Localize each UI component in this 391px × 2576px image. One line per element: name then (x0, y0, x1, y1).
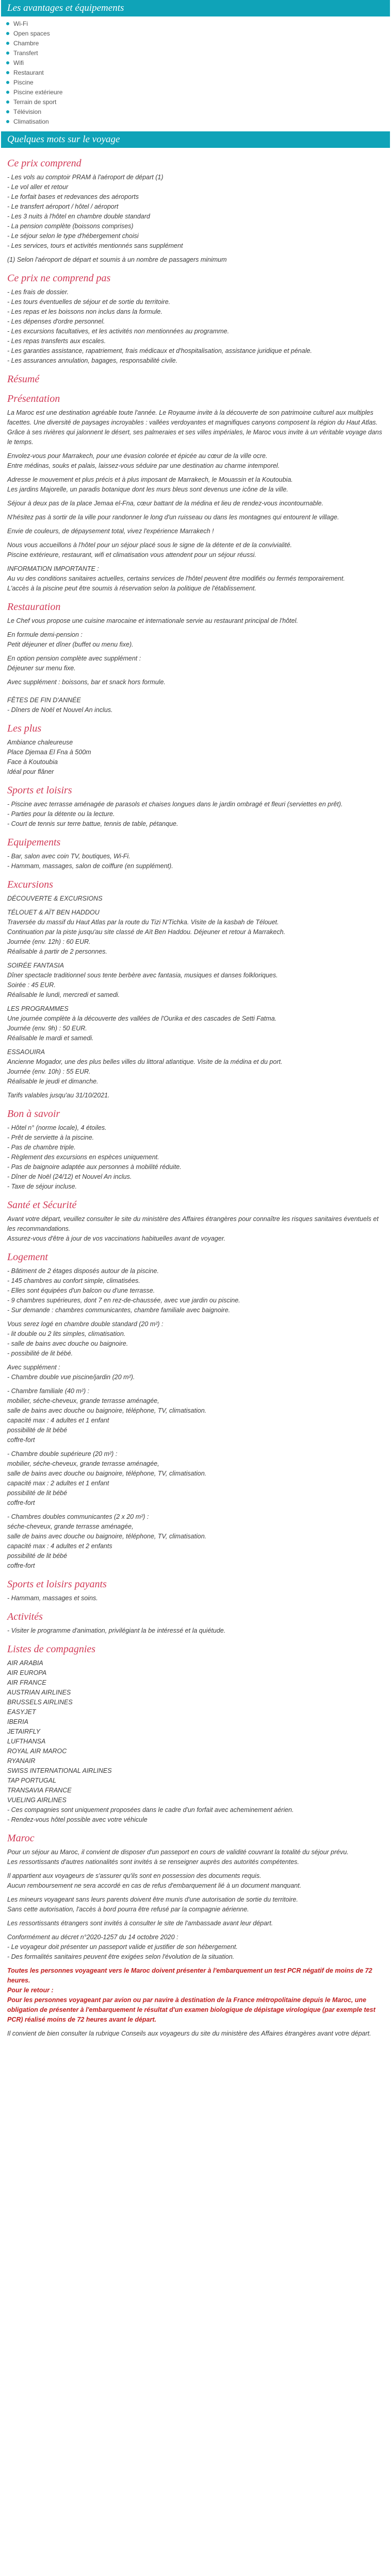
section-line: possibilité de lit bébé (7, 1489, 68, 1497)
section-line: Déjeuner sur menu fixe. (7, 665, 76, 672)
section-line: Face à Koutoubia (7, 758, 58, 766)
section-title: Ce prix comprend (7, 158, 82, 169)
bullet-icon (6, 22, 9, 25)
section-line: TAP PORTUGAL (7, 1777, 56, 1784)
section-line: SOIRÉE FANTASIA (7, 962, 64, 969)
section-line: Ambiance chaleureuse (7, 739, 73, 746)
section-line: Soirée : 45 EUR. (7, 981, 56, 989)
amenity-label: Restaurant (13, 69, 44, 76)
section-line: Traversée du massif du Haut Atlas par la route du Tizi N'Tichka. Visite de la kasbah de Télouet. (7, 919, 279, 926)
section-line: BRUSSELS AIRLINES (7, 1699, 73, 1706)
section-line: Tarifs valables jusqu'au 31/10/2021. (7, 1092, 110, 1099)
section-line: Journée (env. 12h) : 60 EUR. (7, 938, 91, 945)
section-line: IBERIA (7, 1718, 28, 1725)
section-line: - Le transfert aéroport / hôtel / aéroport (7, 203, 119, 210)
section-line: - Les dépenses d'ordre personnel. (7, 318, 105, 325)
section-line: SWISS INTERNATIONAL AIRLINES (7, 1767, 112, 1774)
section-line: RYANAIR (7, 1757, 36, 1765)
section-line: EASYJET (7, 1708, 36, 1716)
section-line: Réalisable à partir de 2 personnes. (7, 948, 107, 955)
section-title: Sports et loisirs payants (7, 1579, 107, 1590)
section-line: Dîner spectacle traditionnel sous tente berbère avec fantasia, musiques et danses folkloriques. (7, 972, 278, 979)
section-line: Au vu des conditions sanitaires actuelles, certains services de l'hôtel peuvent être modifiés ou fermés temporairement. (7, 575, 345, 582)
section-line: Conformément au décret n°2020-1257 du 14 octobre 2020 : (7, 1934, 178, 1941)
section-line: - Pas de baignoire adaptée aux personnes à mobilité réduite. (7, 1163, 182, 1171)
line-spacer (7, 673, 384, 677)
section-line: TRANSAVIA FRANCE (7, 1787, 72, 1794)
section-line: AUSTRIAN AIRLINES (7, 1689, 71, 1696)
amenity-item (6, 48, 385, 58)
amenity-item (6, 87, 385, 97)
line-spacer (7, 560, 384, 564)
section-line: mobilier, séche-cheveux, grande terrasse aménagée, (7, 1397, 159, 1404)
section-line: - Les services, tours et activités mentionnés sans supplément (7, 242, 183, 249)
line-spacer (7, 904, 384, 908)
section-line: - Le forfait bases et redevances des aéroports (7, 193, 139, 200)
section-line: Grâce à ses rivières qui jalonnent le désert, ses palmeraies et ses villes impériales, le Maroc vous invite à un véritable voyage dans le temps. (7, 429, 382, 446)
section-line: - Le vol aller et retour (7, 183, 69, 191)
amenity-item (6, 116, 385, 126)
section-line: Une journée complète à la découverte des vallées de l'Ourika et des cascades de Setti Fatma. (7, 1015, 277, 1022)
section-line: - Visiter le programme d'animation, privilégiant la be intéressé et la quiétude. (7, 1627, 226, 1634)
section-line: Vous serez logé en chambre double standard (20 m²) : (7, 1320, 164, 1328)
bullet-icon (6, 52, 9, 55)
section-line: - La pension complète (boissons comprises) (7, 223, 134, 230)
section-line: Pour un séjour au Maroc, il convient de disposer d'un passeport en cours de validité couvrant la totalité du séjour prévu. (7, 1849, 349, 1856)
bullet-icon (6, 100, 9, 104)
section-line: - Les 3 nuits à l'hôtel en chambre double standard (7, 213, 150, 220)
amenity-label: Transfert (13, 49, 38, 57)
section-line: Nous vous accueillons à l'hôtel pour un séjour placé sous le signe de la détente et de la convivialité. (7, 541, 292, 549)
section-line: - Hammam, massages et soins. (7, 1595, 98, 1602)
section-line: Les ressortissants d'autres nationalités sont invités à se renseigner auprès des autorités compétentes. (7, 1858, 299, 1866)
section-line: - 145 chambres au confort simple, climatisées. (7, 1277, 140, 1284)
bullet-icon (6, 42, 9, 45)
section-line: Les mineurs voyageant sans leurs parents doivent être munis d'une autorisation de sortie du territoire. (7, 1896, 298, 1903)
section-line: - Dîners de Noël et Nouvel An inclus. (7, 706, 113, 714)
section-line: FÊTES DE FIN D'ANNÉE (7, 697, 81, 704)
amenity-item (6, 97, 385, 107)
section-line: coffre-fort (7, 1562, 35, 1569)
section-line: - Les vols au comptoir PRAM à l'aéroport de départ (1) (7, 174, 164, 181)
section-line: - Les tours éventuelles de séjour et de sortie du territoire. (7, 298, 171, 306)
amenity-item (6, 67, 385, 77)
section-line: Adresse le mouvement et plus précis et à plus imposant de Marrakech, le Mouassin et la Koutoubia. (7, 476, 293, 483)
section-line: - lit double ou 2 lits simples, climatisation. (7, 1330, 126, 1337)
amenity-label: Wi-Fi (13, 20, 28, 27)
bullet-icon (6, 32, 9, 35)
line-spacer (7, 522, 384, 527)
section-line: Petit déjeuner et dîner (buffet ou menu fixe). (7, 641, 134, 648)
section-line: Les jardins Majorelle, un paradis botanique dont les murs bleus sont devenus une icône de la ville. (7, 486, 288, 493)
section-title: Listes de compagnies (7, 1643, 96, 1655)
amenity-label: Wifi (13, 59, 24, 66)
bullet-icon (6, 71, 9, 74)
section-line: - Les assurances annulation, bagages, responsabilité civile. (7, 357, 178, 364)
section-title: Ce prix ne comprend pas (7, 273, 111, 284)
section-line: - Les repas et les boissons non inclus dans la formule. (7, 308, 162, 315)
line-spacer (7, 1000, 384, 1004)
section-line: - Chambre familiale (40 m²) : (7, 1387, 90, 1395)
amenity-label: Terrain de sport (13, 98, 57, 106)
line-spacer (7, 1508, 384, 1512)
section-line: VUELING AIRLINES (7, 1797, 67, 1804)
line-spacer (7, 1087, 384, 1091)
section-line: - Parties pour la détente ou la lecture. (7, 810, 115, 818)
section-line: - Règlement des excursions en espèces uniquement. (7, 1154, 159, 1161)
section-spacer (7, 687, 384, 696)
section-line: séche-cheveux, grande terrasse aménagée, (7, 1523, 134, 1530)
section-line: Ancienne Mogador, une des plus belles villes du littoral atlantique. Visite de la médina et du port. (7, 1058, 283, 1065)
section-line: Piscine extérieure, restaurant, wifi et climatisation vous attendent pour un séjour réussi. (7, 551, 256, 558)
section-line: mobilier, séche-cheveux, grande terrasse aménagée, (7, 1460, 159, 1467)
trip-info-header (1, 131, 390, 148)
section-line: Réalisable le jeudi et dimanche. (7, 1078, 99, 1085)
section-line: capacité max : 4 adultes et 1 enfant (7, 1417, 109, 1424)
section-line: salle de bains avec douche ou baignoire, téléphone, TV, climatisation. (7, 1533, 207, 1540)
section-line: Assurez-vous d'être à jour de vos vaccinations habituelles avant de voyager. (7, 1235, 225, 1242)
section-line: - Hôtel n° (norme locale), 4 étoiles. (7, 1124, 107, 1131)
section-line: - Chambre double vue piscine/jardin (20 m²). (7, 1374, 135, 1381)
section-line: ROYAL AIR MAROC (7, 1748, 67, 1755)
section-line: LES PROGRAMMES (7, 1005, 69, 1012)
amenity-label: Chambre (13, 39, 39, 47)
section-line: - Court de tennis sur terre battue, tennis de table, pétanque. (7, 820, 178, 827)
section-line: AIR FRANCE (7, 1679, 46, 1686)
line-spacer (7, 2025, 384, 2029)
bullet-icon (6, 120, 9, 123)
section-line: - Ces compagnies sont uniquement proposées dans le cadre d'un forfait avec acheminement aérien. (7, 1806, 294, 1814)
bullet-icon (6, 61, 9, 64)
section-line: Avec supplément : boissons, bar et snack hors formule. (7, 679, 166, 686)
section-line: - Le voyageur doit présenter un passeport valide et justifier de son hébergement. (7, 1943, 238, 1951)
section-line: Le Chef vous propose une cuisine marocaine et internationale servie au restaurant principal de l'hôtel. (7, 617, 298, 624)
line-spacer (7, 1043, 384, 1047)
section-title: Sports et loisirs (7, 785, 72, 796)
line-spacer (7, 957, 384, 961)
section-line: - Sur demande : chambres communicantes, chambre familiale avec baignoire. (7, 1307, 231, 1314)
amenities-header (1, 0, 390, 16)
line-spacer (7, 1359, 384, 1363)
section-line: Pour le retour : (7, 1987, 54, 1994)
section-title: Excursions (7, 879, 53, 890)
line-spacer (7, 1891, 384, 1895)
section-title: Résumé (7, 374, 40, 385)
line-spacer (7, 1914, 384, 1919)
amenity-item (6, 107, 385, 116)
bullet-icon (6, 81, 9, 84)
line-spacer (7, 1445, 384, 1449)
line-spacer (7, 1962, 384, 1966)
section-line: ESSAOUIRA (7, 1048, 45, 1056)
line-spacer (7, 447, 384, 451)
section-title: Maroc (7, 1833, 35, 1844)
section-line: - Des formalités sanitaires peuvent être exigées selon l'évolution de la situation. (7, 1953, 235, 1960)
section-line: INFORMATION IMPORTANTE : (7, 565, 99, 572)
section-line: - Bar, salon avec coin TV, boutiques, Wi-Fi. (7, 853, 131, 860)
section-line: - Les frais de dossier. (7, 289, 69, 296)
section-line: L'accès à la piscine peut être soumis à réservation selon la politique de l'établissement. (7, 585, 256, 592)
amenity-label: Open spaces (13, 29, 50, 37)
section-line: - Rendez-vous hôtel possible avec votre véhicule (7, 1816, 148, 1823)
line-spacer (7, 251, 384, 255)
trip-info-title: Quelques mots sur le voyage (7, 134, 120, 145)
line-spacer (7, 495, 384, 499)
section-line: - Pas de chambre triple. (7, 1144, 76, 1151)
section-line: possibilité de lit bébé (7, 1427, 68, 1434)
section-line: Idéal pour flâner (7, 768, 54, 775)
section-line: capacité max : 4 adultes et 2 enfants (7, 1543, 112, 1550)
section-line: - Le séjour selon le type d'hébergement choisi (7, 232, 139, 240)
section-line: - Les repas transferts aux escales. (7, 337, 106, 345)
amenity-item (6, 19, 385, 28)
section-line: Sans cette autorisation, l'accès à bord pourra être refusé par la compagnie aérienne. (7, 1906, 249, 1913)
amenity-label: Piscine extérieure (13, 88, 63, 96)
section-line: JETAIRFLY (7, 1728, 40, 1735)
section-line: - Bâtiment de 2 étages disposés autour de la piscine. (7, 1267, 159, 1275)
amenity-item (6, 38, 385, 48)
section-line: Aucun remboursement ne sera accordé en cas de refus d'embarquement lié à un document manquant. (7, 1882, 302, 1889)
section-line: Il appartient aux voyageurs de s'assurer qu'ils sont en possession des documents requis. (7, 1872, 262, 1879)
section-line: En formule demi-pension : (7, 631, 83, 638)
section-line: N'hésitez pas à sortir de la ville pour randonner le long d'un ruisseau ou dans les montagnes qui entourent le village. (7, 514, 339, 521)
section-line: - 9 chambres supérieures, dont 7 en rez-de-chaussée, avec vue jardin ou piscine. (7, 1297, 240, 1304)
section-line: - salle de bains avec douche ou baignoire. (7, 1340, 128, 1347)
section-title: Présentation (7, 393, 60, 404)
section-line: - Dîner de Noël (24/12) et Nouvel An inclus. (7, 1173, 132, 1180)
section-line: Séjour à deux pas de la place Jemaa el-Fna, cœur battant de la médina et lieu de rendez-vous incontournable. (7, 500, 323, 507)
section-line: - Chambres doubles communicantes (2 x 20 m²) : (7, 1513, 149, 1520)
section-line: - Piscine avec terrasse aménagée de parasols et chaises longues dans le jardin ombragé et fleuri (serviettes en prêt). (7, 801, 343, 808)
section-line: LUFTHANSA (7, 1738, 46, 1745)
section-line: possibilité de lit bébé (7, 1552, 68, 1560)
section-line: Journée (env. 10h) : 55 EUR. (7, 1068, 91, 1075)
section-title: Equipements (7, 837, 61, 848)
bullet-icon (6, 91, 9, 94)
section-title: Santé et Sécurité (7, 1199, 77, 1211)
section-line: AIR ARABIA (7, 1659, 43, 1667)
line-spacer (7, 509, 384, 513)
section-line: - Taxe de séjour incluse. (7, 1183, 77, 1190)
section-line: Entre médinas, souks et palais, laissez-vous séduire par une destination au charme intemporel. (7, 462, 280, 469)
line-spacer (7, 536, 384, 540)
section-line: Pour les personnes voyageant par avion ou par navire à destination de la France métropolitaine depuis le Maroc, une obligation de présenter à l'embarquement le résultat d'un examen biologique de dépistage virologique (par exemple test PCR) réalisé moins de 72 heures avant le départ. (7, 1996, 376, 2023)
section-line: Les ressortissants étrangers sont invités à consulter le site de l'ambassade avant leur départ. (7, 1920, 273, 1927)
section-line: (1) Selon l'aéroport de départ et soumis à un nombre de passagers minimum (7, 256, 227, 263)
section-line: - Elles sont équipées d'un balcon ou d'une terrasse. (7, 1287, 155, 1294)
section-line: salle de bains avec douche ou baignoire, téléphone, TV, climatisation. (7, 1407, 207, 1414)
line-spacer (7, 1928, 384, 1933)
section-line: - Chambre double supérieure (20 m²) : (7, 1450, 118, 1458)
line-spacer (7, 1315, 384, 1319)
section-title: Logement (7, 1251, 48, 1263)
section-line: Réalisable le mardi et samedi. (7, 1035, 94, 1042)
amenity-label: Télévision (13, 108, 42, 115)
section-line: - Les excursions facultatives, et les activités non mentionnées au programme. (7, 328, 230, 335)
section-line: Réalisable le lundi, mercredi et samedi. (7, 991, 120, 998)
section-line: Avec supplément : (7, 1364, 60, 1371)
section-line: Envie de couleurs, de dépaysement total, vivez l'expérience Marrakech ! (7, 528, 214, 535)
section-line: Journée (env. 9h) : 50 EUR. (7, 1025, 87, 1032)
section-title: Bon à savoir (7, 1108, 60, 1120)
section-line: coffre-fort (7, 1499, 35, 1506)
section-line: La Maroc est une destination agréable toute l'année. Le Royaume invite à la découverte de son patrimoine culturel aux multiples facettes. Une diversité de paysages incroyables : vallées verdoyantes et magnifiques canyons composent la région du Haut Atlas. (7, 409, 378, 426)
amenities-title: Les avantages et équipements (7, 3, 124, 13)
amenity-item (6, 58, 385, 67)
amenities-list (0, 16, 391, 131)
amenity-label: Piscine (13, 78, 34, 86)
section-line: En option pension complète avec supplément : (7, 655, 141, 662)
section-line: Continuation par la piste jusqu'au site classé de Aït Ben Haddou. Déjeuner et retour à Marrakech. (7, 928, 286, 936)
section-line: capacité max : 2 adultes et 1 enfant (7, 1480, 109, 1487)
section-line: AIR EUROPA (7, 1669, 47, 1676)
section-line: DÉCOUVERTE & EXCURSIONS (7, 895, 103, 902)
line-spacer (7, 1867, 384, 1871)
section-line: Place Djemaa El Fna à 500m (7, 749, 91, 756)
bullet-icon (6, 110, 9, 113)
section-line: coffre-fort (7, 1436, 35, 1444)
line-spacer (7, 626, 384, 630)
section-line: Envolez-vous pour Marrakech, pour une évasion colorée et épicée au cœur de la ville ocre. (7, 452, 268, 460)
section-title: Activités (7, 1611, 43, 1622)
section-line: - Hammam, massages, salon de coiffure (en supplément). (7, 862, 173, 870)
section-line: Avant votre départ, veuillez consulter le site du ministère des Affaires étrangères pour connaître les risques sanitaires éventuels et les recommandations. (7, 1215, 379, 1232)
amenity-item (6, 77, 385, 87)
amenity-label: Climatisation (13, 117, 49, 125)
section-line: TÉLOUET & AÏT BEN HADDOU (7, 909, 100, 916)
line-spacer (7, 650, 384, 654)
line-spacer (7, 471, 384, 475)
trip-info-content (0, 148, 391, 2039)
section-line: Toutes les personnes voyageant vers le Maroc doivent présenter à l'embarquement un test PCR négatif de moins de 72 heures. (7, 1967, 372, 1984)
amenity-item (6, 28, 385, 38)
section-title: Les plus (7, 723, 42, 734)
section-line: - possibilité de lit bébé. (7, 1350, 73, 1357)
section-line: Il convient de bien consulter la rubrique Conseils aux voyageurs du site du ministère des Affaires étrangères avant votre départ. (7, 2030, 371, 2037)
section-title: Restauration (7, 601, 61, 613)
section-line: - Les garanties assistance, rapatriement, frais médicaux et d'hospitalisation, assistance juridique et pénale. (7, 347, 312, 354)
line-spacer (7, 1382, 384, 1386)
section-line: salle de bains avec douche ou baignoire, téléphone, TV, climatisation. (7, 1470, 207, 1477)
section-line: - Prêt de serviette à la piscine. (7, 1134, 94, 1141)
